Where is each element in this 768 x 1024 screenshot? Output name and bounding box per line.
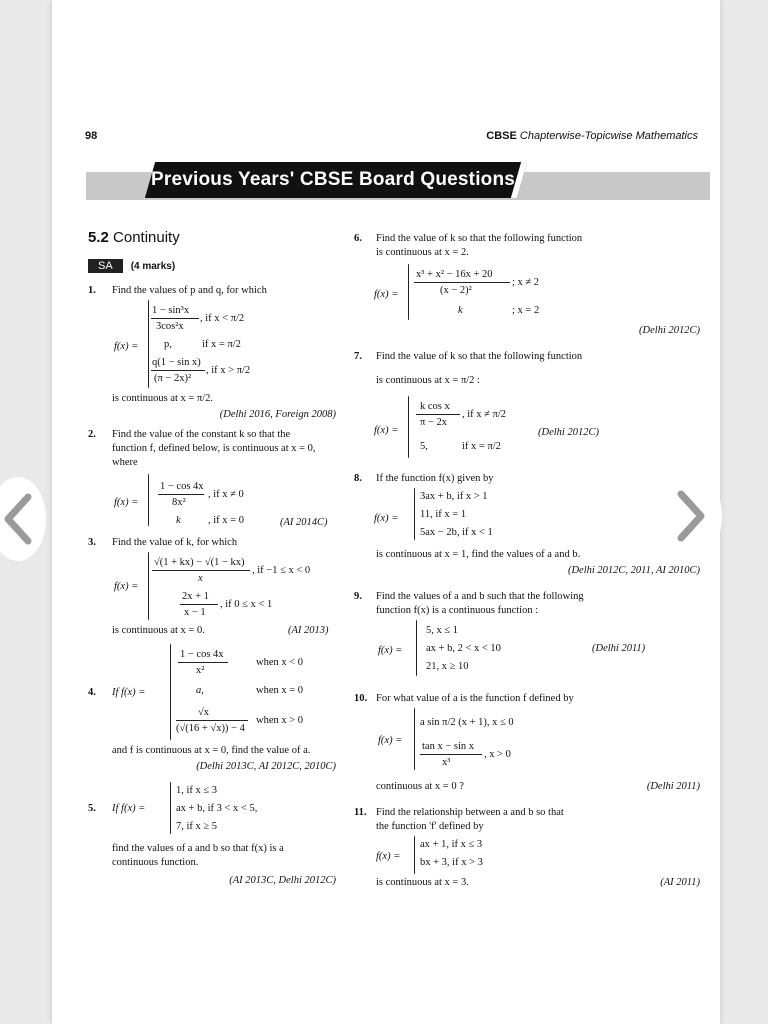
q6-c1-bar: [414, 282, 510, 283]
q10-c2-den: x³: [442, 757, 451, 768]
q11-f: f(x) =: [376, 851, 401, 862]
q7-source: (Delhi 2012C): [538, 427, 599, 438]
q7-number: 7.: [354, 351, 362, 362]
q4-c2: a,: [196, 685, 204, 696]
q2-c1-cond: , if x ≠ 0: [208, 489, 244, 500]
q2-source: (AI 2014C): [280, 517, 328, 528]
q9-source: (Delhi 2011): [592, 643, 646, 654]
q2-c2-cond: , if x = 0: [208, 515, 244, 526]
q3-number: 3.: [88, 537, 96, 548]
page-number: 98: [85, 130, 98, 142]
q3-c2-den: x − 1: [184, 607, 206, 618]
banner-title: Previous Years' CBSE Board Questions: [150, 169, 516, 190]
q8-f: f(x) =: [374, 513, 399, 524]
q3-c1-den: x: [198, 573, 203, 584]
q5-c3: 7, if x ≥ 5: [176, 821, 218, 832]
q5-line2: continuous function.: [112, 857, 199, 868]
q11-tail: is continuous at x = 3.: [376, 877, 469, 888]
q2-c1-num: 1 − cos 4x: [160, 481, 204, 492]
previous-page-button[interactable]: [0, 477, 46, 561]
q11-brace: [414, 836, 415, 874]
q11-c2: bx + 3, if x > 3: [420, 857, 483, 868]
q9-c2: ax + b, 2 < x < 10: [426, 643, 501, 654]
q1-c3-den: (π − 2x)²: [154, 373, 192, 384]
q4-c1-num: 1 − cos 4x: [180, 649, 224, 660]
q1-c1-den: 3cos²x: [156, 321, 184, 332]
q1-c1-num: 1 − sin³x: [152, 305, 190, 316]
q7-c1-bar: [416, 414, 460, 415]
q4-c3-cond: when x > 0: [256, 715, 304, 726]
q4-c3-den: (√(16 + √x)) − 4: [176, 723, 245, 734]
q5-lead: If f(x) =: [112, 803, 146, 814]
q10-c1: a sin π/2 (x + 1), x ≤ 0: [420, 717, 514, 728]
section-number: 5.2: [88, 229, 109, 246]
q3-c2-bar: [180, 604, 218, 605]
q2-c1-den: 8x²: [172, 497, 186, 508]
sa-marks: (4 marks): [130, 260, 176, 272]
q1-number: 1.: [88, 285, 96, 296]
q2-c2: k: [176, 515, 181, 526]
sa-label: [88, 259, 175, 273]
running-header-title: Chapterwise-Topicwise Mathematics: [516, 130, 698, 142]
q1-c3-num: q(1 − sin x): [152, 357, 201, 368]
q4-number: 4.: [88, 687, 96, 698]
q9-c3: 21, x ≥ 10: [426, 661, 469, 672]
next-page-button[interactable]: [660, 471, 722, 561]
chevron-left-icon: [0, 491, 38, 547]
q5-source: (AI 2013C, Delhi 2012C): [229, 875, 336, 886]
q3-tail: is continuous at x = 0.: [112, 625, 205, 636]
q6-brace: [408, 264, 409, 320]
q5-c2: ax + b, if 3 < x < 5,: [176, 803, 258, 814]
section-title: Continuity: [108, 229, 180, 246]
q6-line2: is continuous at x = 2.: [376, 247, 469, 258]
q4-c3-num: √x: [198, 707, 210, 718]
q4-c2-cond: when x = 0: [256, 685, 304, 696]
q9-f: f(x) =: [378, 645, 403, 656]
q11-source: (AI 2011): [660, 877, 700, 888]
q7-c1-num: k cos x: [420, 401, 450, 412]
q10-c2-bar: [420, 754, 482, 755]
q6-number: 6.: [354, 233, 362, 244]
q6-line1: Find the value of k so that the following function: [376, 233, 583, 244]
q4-brace: [170, 644, 171, 740]
sa-tag: SA: [88, 259, 123, 273]
q7-c1-cond: , if x ≠ π/2: [462, 409, 507, 420]
q1-c2-cond: if x = π/2: [202, 339, 241, 350]
q8-source: (Delhi 2012C, 2011, AI 2010C): [567, 565, 700, 576]
q2-number: 2.: [88, 429, 96, 440]
q10-c2-cond: , x > 0: [484, 749, 511, 760]
q8-number: 8.: [354, 473, 362, 484]
q6-f: f(x) =: [374, 289, 399, 300]
q10-tail: continuous at x = 0 ?: [376, 781, 464, 792]
q9-line1: Find the values of a and b such that the following: [376, 591, 584, 602]
q7-line2: is continuous at x = π/2 :: [376, 375, 480, 386]
q2-c1-bar: [158, 494, 204, 495]
q1-c3-cond: , if x > π/2: [206, 365, 251, 376]
q8-tail: is continuous at x = 1, find the values of a and b.: [376, 549, 581, 560]
q7-f: f(x) =: [374, 425, 399, 436]
q5-line1: find the values of a and b so that f(x) is a: [112, 843, 284, 854]
q1-c3-bar: [151, 370, 205, 371]
q11-number: 11.: [354, 807, 367, 818]
q7-c1-den: π − 2x: [420, 417, 447, 428]
q1-c1-cond: , if x < π/2: [200, 313, 245, 324]
q3-f: f(x) =: [114, 581, 139, 592]
q3-c2-num: 2x + 1: [182, 591, 209, 602]
q6-c2-cond: ; x = 2: [512, 305, 540, 316]
q10-number: 10.: [354, 693, 368, 704]
q2-brace: [148, 474, 149, 526]
section-banner: [145, 162, 527, 198]
q3-brace: [148, 552, 149, 620]
q10-line1: For what value of a is the function f defined by: [376, 693, 574, 704]
q1-c1-bar: [151, 318, 199, 319]
textbook-page: [52, 0, 720, 1024]
q4-source: (Delhi 2013C, AI 2012C, 2010C): [196, 761, 336, 772]
q3-c1-bar: [152, 570, 250, 571]
running-header-brand: CBSE: [486, 130, 517, 142]
q9-line2: function f(x) is a continuous function :: [376, 605, 539, 616]
q4-lead: If f(x) =: [112, 687, 146, 698]
q4-c1-den: x²: [196, 665, 205, 676]
q8-brace: [414, 488, 415, 540]
q1-c2: p,: [164, 339, 172, 350]
q3-c1-cond: , if −1 ≤ x < 0: [252, 565, 311, 576]
q5-brace: [170, 782, 171, 834]
q2-line3: where: [112, 457, 138, 468]
q2-line1: Find the value of the constant k so that the: [112, 429, 291, 440]
q7-brace: [408, 396, 409, 458]
q6-source: (Delhi 2012C): [639, 325, 700, 336]
q9-c1: 5, x ≤ 1: [426, 625, 459, 636]
q8-c3: 5ax − 2b, if x < 1: [420, 527, 493, 538]
q3-source: (AI 2013): [288, 625, 329, 636]
q3-text: Find the value of k, for which: [112, 537, 238, 548]
q1-tail: is continuous at x = π/2.: [112, 393, 214, 404]
q10-f: f(x) =: [378, 735, 403, 746]
q11-c1: ax + 1, if x ≤ 3: [420, 839, 483, 850]
q6-c1-cond: ; x ≠ 2: [512, 277, 540, 288]
q4-c1-cond: when x < 0: [256, 657, 304, 668]
q4-c3-bar: [176, 720, 248, 721]
q10-c2-num: tan x − sin x: [422, 741, 475, 752]
q1-f: f(x) =: [114, 341, 139, 352]
q4-c1-bar: [178, 662, 228, 663]
q6-c1-den: (x − 2)²: [440, 285, 472, 296]
q1-text: Find the values of p and q, for which: [112, 285, 267, 296]
q2-f: f(x) =: [114, 497, 139, 508]
q7-line1: Find the value of k so that the following function: [376, 351, 583, 362]
q8-line1: If the function f(x) given by: [376, 473, 494, 484]
q8-c1: 3ax + b, if x > 1: [420, 491, 488, 502]
q10-source: (Delhi 2011): [646, 781, 700, 792]
chevron-right-icon: [671, 488, 711, 544]
q5-c1: 1, if x ≤ 3: [176, 785, 218, 796]
q6-c2: k: [458, 305, 463, 316]
q3-c1-num: √(1 + kx) − √(1 − kx): [154, 557, 245, 568]
q3-c2-cond: , if 0 ≤ x < 1: [220, 599, 273, 610]
q4-tail: and f is continuous at x = 0, find the value of a.: [112, 745, 311, 756]
q6-c1-num: x³ + x² − 16x + 20: [416, 269, 493, 280]
q2-line2: function f, defined below, is continuous at x = 0,: [112, 443, 316, 454]
q7-c2-cond: if x = π/2: [462, 441, 501, 452]
q11-line1: Find the relationship between a and b so that: [376, 807, 564, 818]
q10-brace: [414, 708, 415, 770]
section-heading: [88, 229, 180, 246]
q9-brace: [416, 620, 417, 676]
q7-c2: 5,: [420, 441, 428, 452]
q1-source: (Delhi 2016, Foreign 2008): [219, 409, 336, 420]
q9-number: 9.: [354, 591, 362, 602]
q8-c2: 11, if x = 1: [420, 509, 467, 520]
running-header: [486, 130, 698, 142]
q11-line2: the function 'f' defined by: [376, 821, 484, 832]
q5-number: 5.: [88, 803, 96, 814]
q1-brace: [148, 300, 149, 388]
